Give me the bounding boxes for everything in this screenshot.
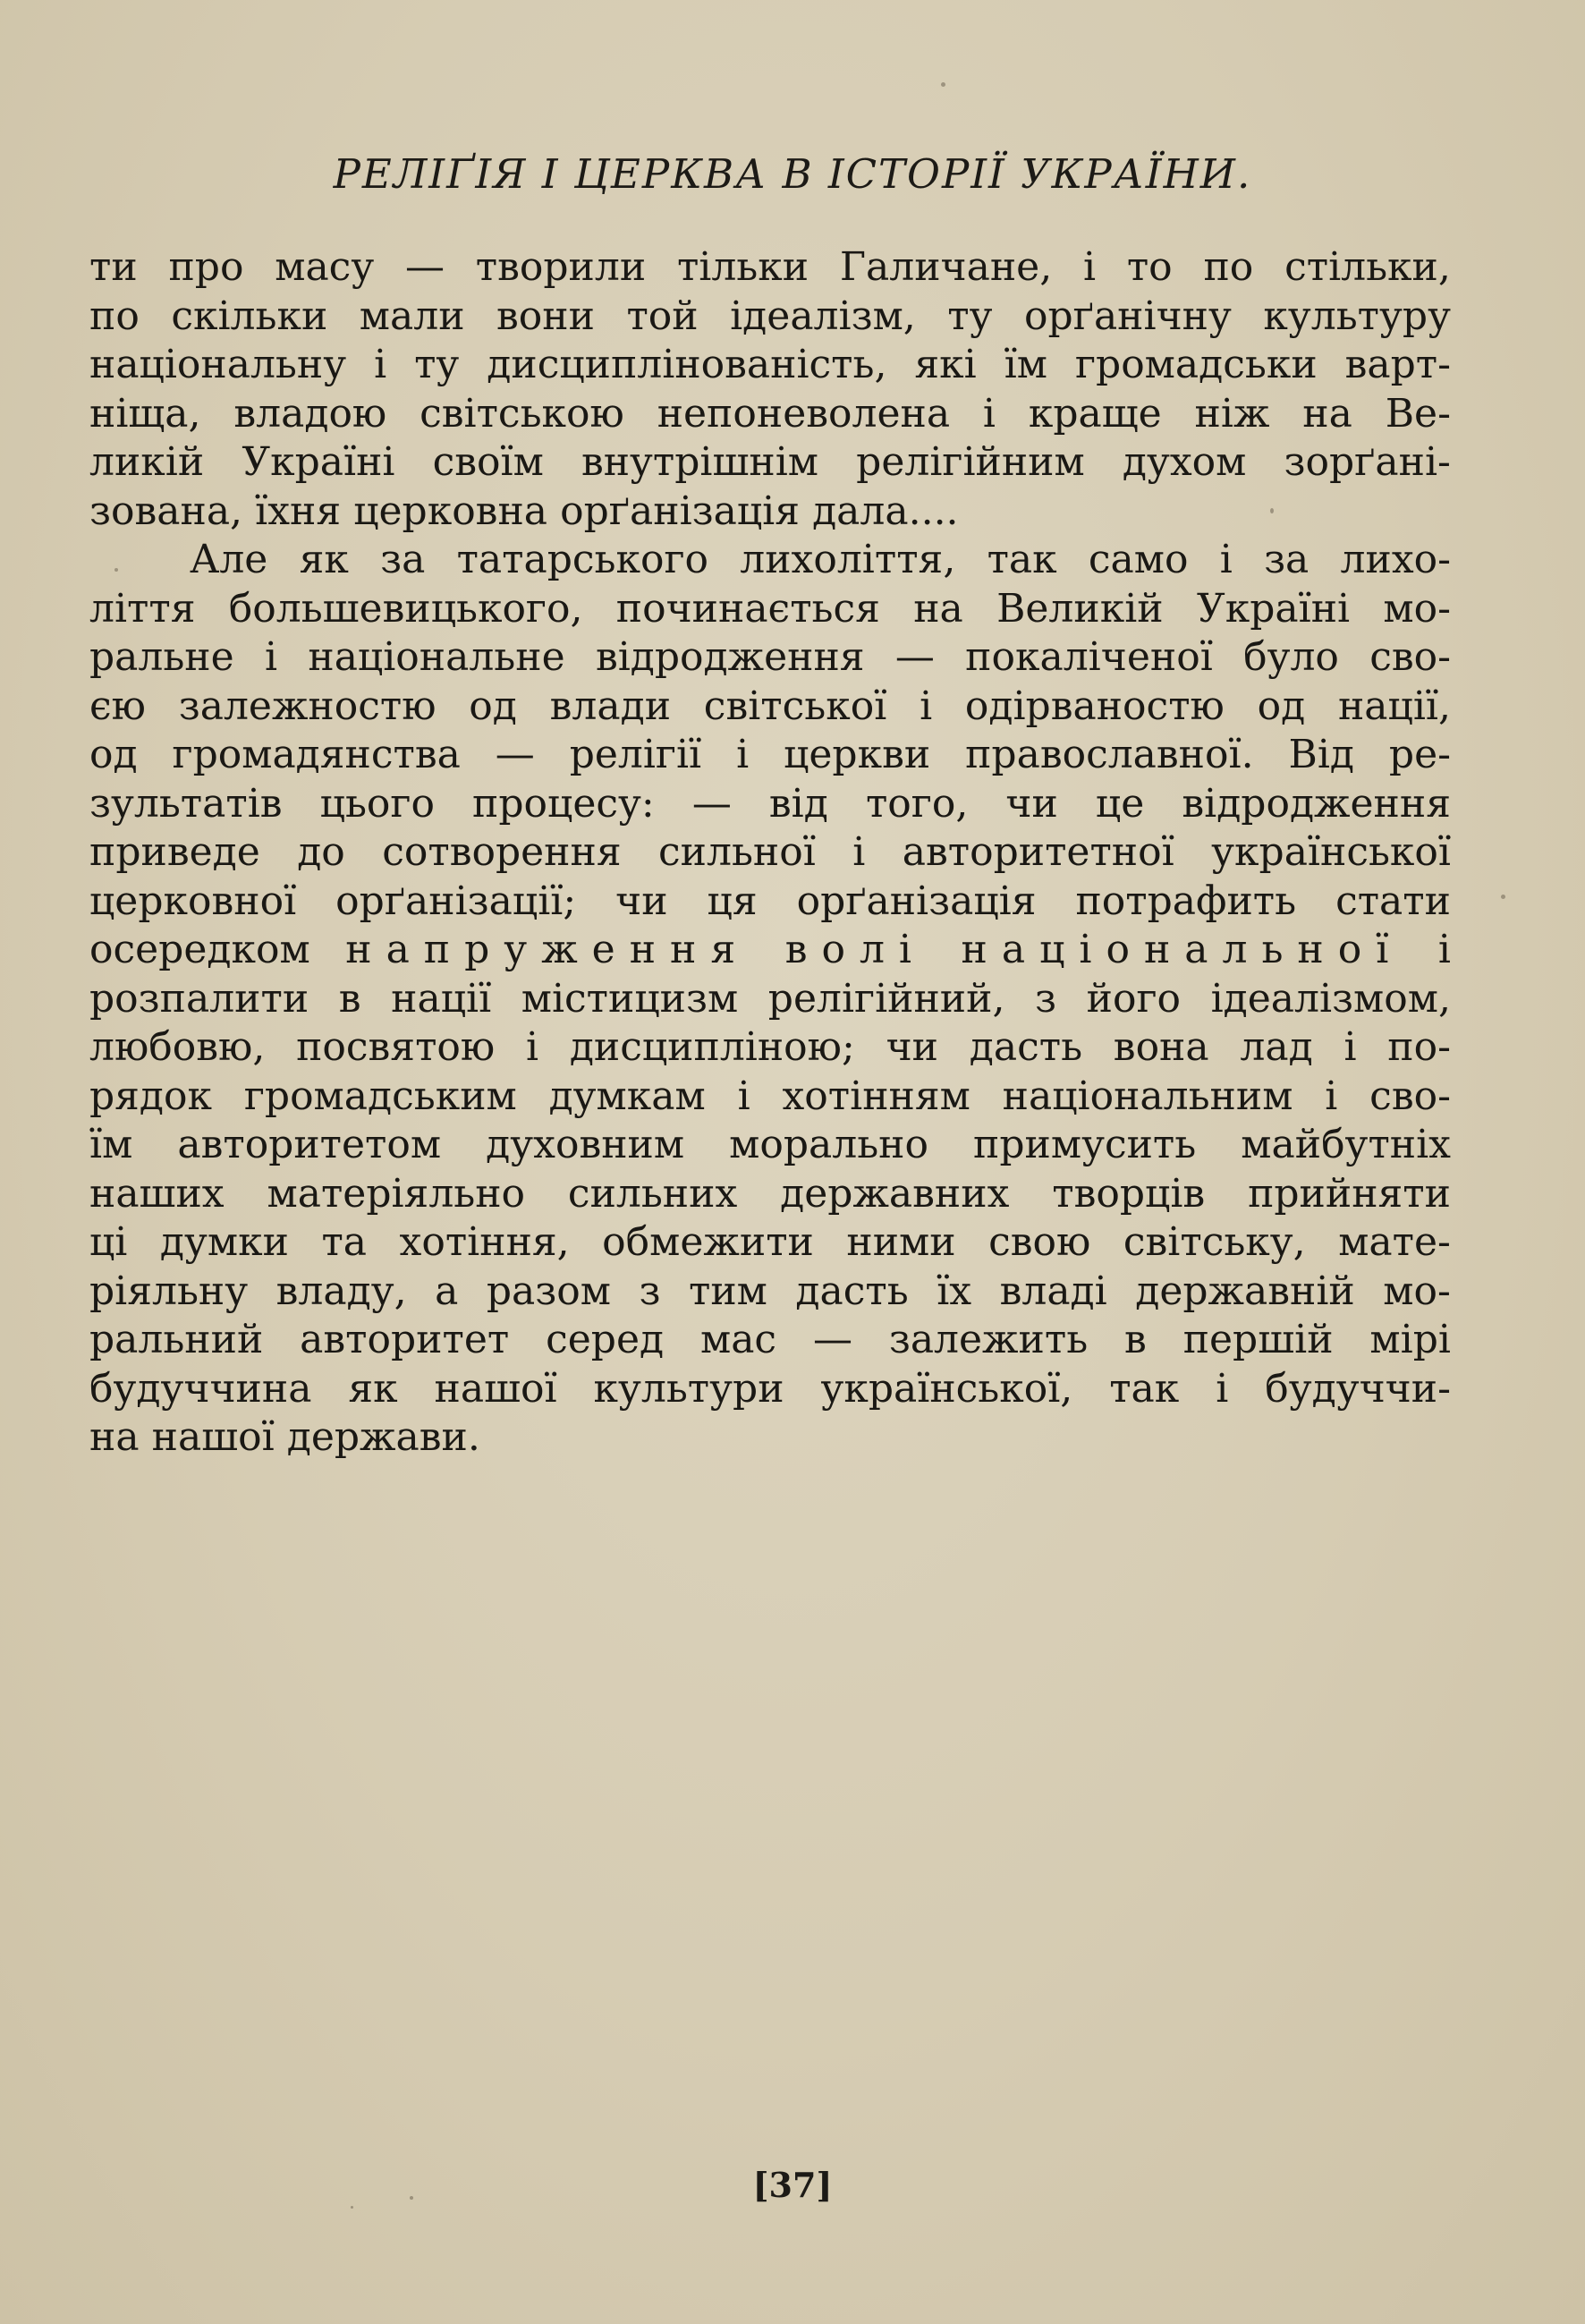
- text-line: єю залежностю од влади світської і одірваностю од нації,: [89, 683, 1451, 729]
- text-line: зультатів цього процесу: — від того, чи це відродження: [89, 780, 1451, 827]
- text-line: од громадянства — релігії і церкви православної. Від ре-: [89, 732, 1451, 777]
- text-line: ликій Україні своїм внутрішнім релігійним духом зорґані-: [89, 439, 1451, 485]
- paper-speck: [1270, 508, 1274, 513]
- text-line: національну і ту дисциплінованість, які їм громадськи варт-: [89, 342, 1451, 387]
- text-line: розпалити в нації містицизм релігійний, з його ідеалізмом,: [89, 975, 1451, 1022]
- text-line: наших матеріяльно сильних державних творців прийняти: [89, 1170, 1451, 1217]
- text-line: рядок громадським думкам і хотінням національним і сво-: [89, 1073, 1451, 1119]
- text-line: ральне і національне відродження — покаліченої було сво-: [89, 634, 1451, 680]
- text-line: церковної орґанізації; чи ця орґанізація потрафить стати: [89, 878, 1451, 924]
- text-line: осередком напруження волі національної і: [89, 927, 1451, 972]
- text-line: ці думки та хотіння, обмежити ними свою світську, мате-: [89, 1219, 1451, 1265]
- text-line: Але як за татарського лихоліття, так само і за лихо-: [190, 537, 1451, 582]
- text-line: по скільки мали вони той ідеалізм, ту орґанічну культуру: [89, 293, 1451, 339]
- text-line: зована, їхня церковна орґанізація дала....: [89, 488, 959, 534]
- paper-speck: [941, 82, 945, 87]
- text-line: ліття большевицького, починається на Великій Україні мо-: [89, 585, 1451, 632]
- text-line: любовю, посвятою і дисципліною; чи дасть вона лад і по-: [89, 1024, 1451, 1070]
- text-line: приведе до сотворення сильної і авторитетної української: [89, 829, 1451, 875]
- paper-speck: [1501, 895, 1505, 899]
- paper-speck: [351, 2206, 353, 2209]
- text-line: їм авторитетом духовним морально примусить майбутніх: [89, 1122, 1451, 1167]
- text-line: ніща, владою світською непоневолена і краще ніж на Ве-: [89, 390, 1451, 437]
- running-head: РЕЛІҐІЯ І ЦЕРКВА В ІСТОРІЇ УКРАЇНИ.: [333, 150, 1252, 198]
- paper-speck: [114, 568, 118, 572]
- text-line: на нашої держави.: [89, 1414, 480, 1460]
- text-line: ріяльну владу, а разом з тим дасть їх владі державній мо-: [89, 1268, 1451, 1314]
- text-line: ти про масу — творили тільки Галичане, і то по стільки,: [89, 244, 1451, 290]
- text-line: будуччина як нашої культури української, так і будуччи-: [89, 1365, 1451, 1412]
- text-line: ральний авторитет серед мас — залежить в першій мірі: [89, 1317, 1451, 1362]
- body-text: [89, 243, 1451, 1463]
- page-number: [37]: [752, 2165, 833, 2205]
- paper-speck: [410, 2196, 413, 2200]
